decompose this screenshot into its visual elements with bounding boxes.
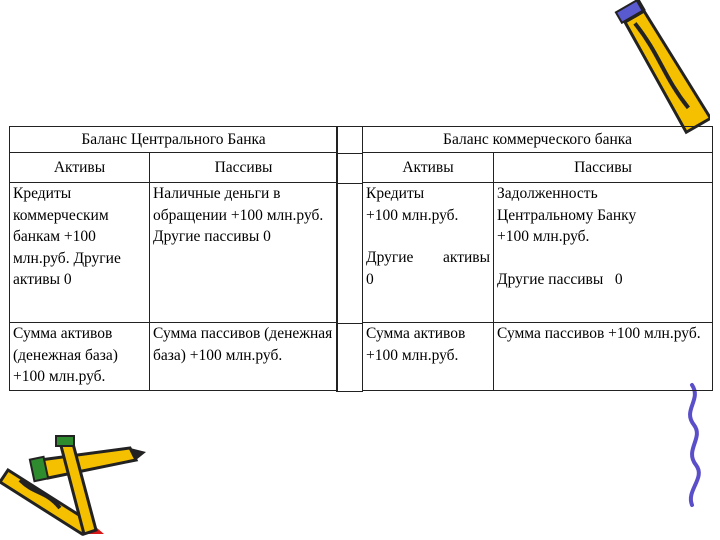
pencils-bundle-icon: [0, 430, 150, 540]
cb-assets-total: Сумма активов (денежная база) +100 млн.руб.: [10, 323, 150, 391]
squiggle-line: [672, 380, 712, 510]
kb-assets-credits: Кредиты +100 млн.руб.: [366, 185, 459, 224]
kb-liabilities-total: Сумма пассивов +100 млн.руб.: [494, 323, 713, 391]
cb-liabilities-body: Наличные деньги в обращении +100 млн.руб. Другие пассивы 0: [150, 183, 338, 323]
kb-liabilities-other: Другие пассивы 0: [497, 270, 623, 288]
central-bank-balance-table: [9, 126, 338, 391]
cb-liabilities-header: Пассивы: [150, 153, 338, 183]
kb-assets-other-word1: Другие: [366, 249, 414, 266]
kb-assets-other-line: [366, 247, 490, 269]
kb-title: Баланс коммерческого банка: [363, 127, 713, 153]
table-spacer-column: [336, 126, 363, 392]
kb-assets-other-word2: активы: [442, 249, 490, 266]
kb-assets-body: [363, 183, 494, 323]
kb-assets-total: Сумма активов +100 млн.руб.: [363, 323, 494, 391]
cb-liabilities-total: Сумма пассивов (денежная база) +100 млн.руб.: [150, 323, 338, 391]
kb-liabilities-debt: Задолженность Центральному Банку +100 млн.руб.: [497, 185, 637, 245]
kb-liabilities-body: [494, 183, 713, 323]
pencil-icon: [600, 0, 710, 140]
kb-assets-header: Активы: [363, 153, 494, 183]
pencil-icon: [30, 448, 146, 481]
kb-liabilities-header: Пассивы: [494, 153, 713, 183]
pencil-stripe: [635, 21, 688, 110]
cb-assets-body: Кредиты коммерческим банкам +100 млн.руб. Другие активы 0: [10, 183, 150, 323]
kb-assets-other-zero: 0: [366, 270, 374, 288]
cb-assets-header: Активы: [10, 153, 150, 183]
commercial-bank-balance-table: [362, 126, 713, 391]
cb-title: Баланс Центрального Банка: [10, 127, 338, 153]
